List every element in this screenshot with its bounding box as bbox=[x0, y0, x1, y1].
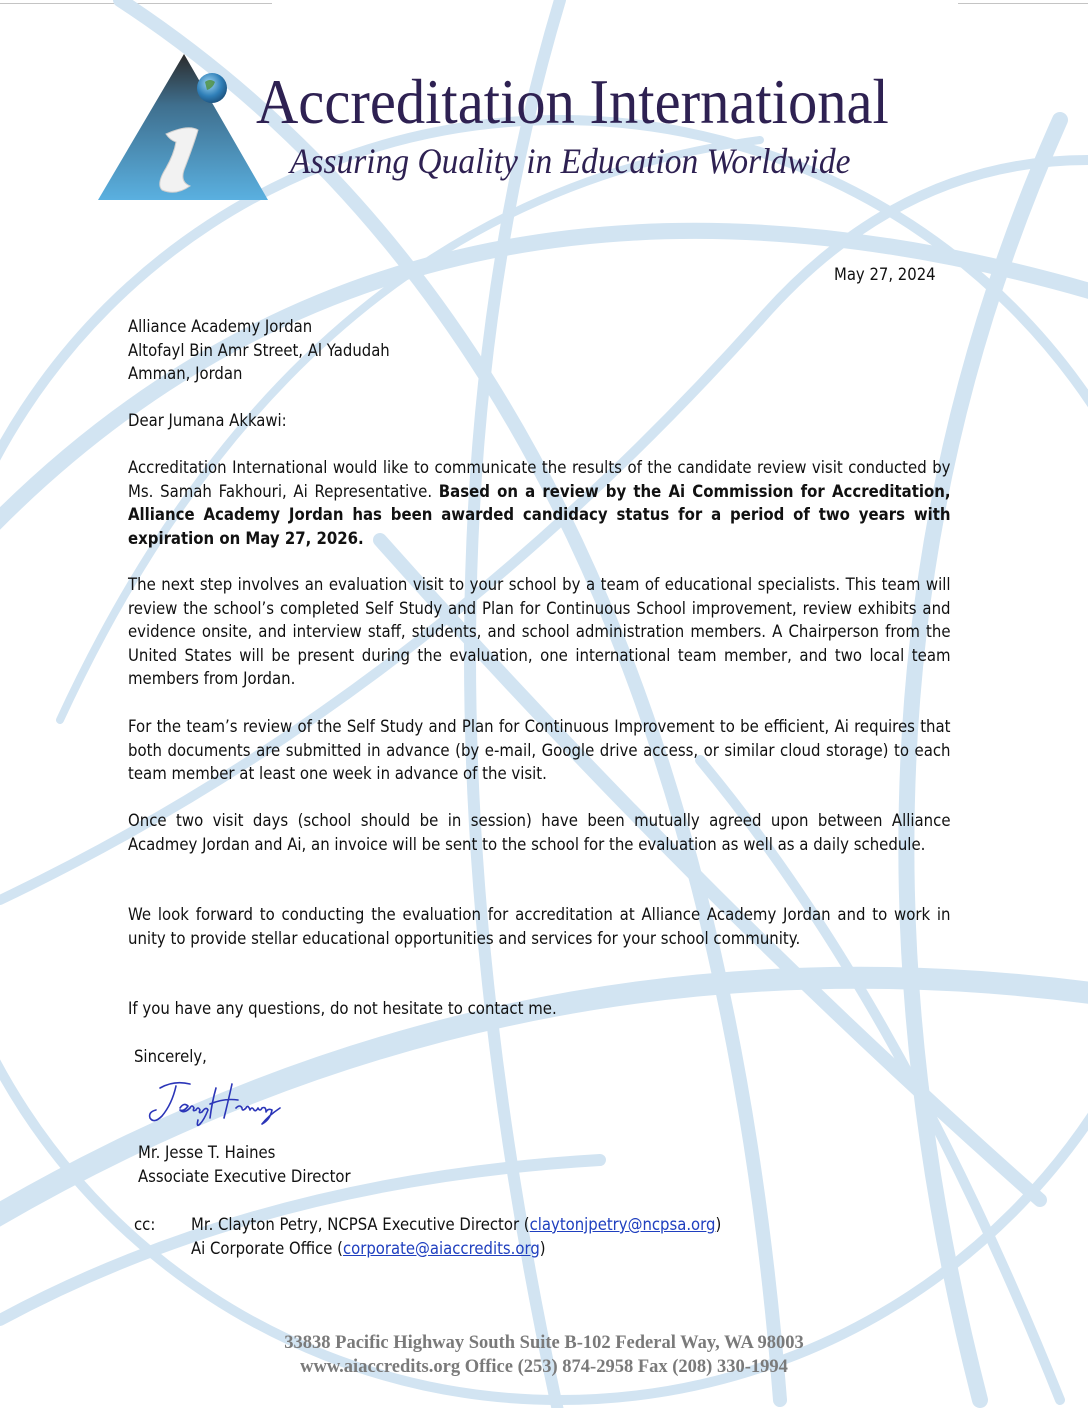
signer-title: Associate Executive Director bbox=[138, 1166, 351, 1187]
paragraph-look-forward: We look forward to conducting the evaluation for accreditation at Alliance Academy Jordan and to work in unity to provide stellar educational opportunities and services for your school community. bbox=[128, 905, 951, 949]
paragraph-visit-days: Once two visit days (school should be in session) have been mutually agreed upon between Alliance Acadmey Jordan and Ai, an invoice will be sent to the school for the evaluation as well as a daily schedule. bbox=[128, 811, 951, 855]
recipient-line-1: Alliance Academy Jordan bbox=[128, 317, 313, 337]
cc-line-1-close: ) bbox=[715, 1215, 722, 1235]
paragraph-next-step: The next step involves an evaluation visit to your school by a team of educational specialists. This team will review the school’s completed Self Study and Plan for Continuous School improvement, review exhibits and evidence onsite, and interview staff, students, and school administration members. A Chairperson from the United States will be present during the evaluation, one international team member, and two local team members from Jordan. bbox=[128, 575, 951, 690]
salutation: Dear Jumana Akkawi: bbox=[128, 411, 287, 431]
cc-line-2-text: Ai Corporate Office ( bbox=[191, 1238, 343, 1259]
cc-label: cc: bbox=[134, 1215, 156, 1235]
recipient-line-3: Amman, Jordan bbox=[128, 364, 243, 385]
recipient-line-2: Altofayl Bin Amr Street, Al Yadudah bbox=[128, 340, 390, 361]
cc-line-1-text: Mr. Clayton Petry, NCPSA Executive Director ( bbox=[191, 1215, 530, 1235]
cc-line-1 bbox=[191, 1214, 721, 1238]
candidacy-status-statement: Based on a review by the Ai Commission for Accreditation, Alliance Academy Jordan has been awarded candidacy status for a period of two years with expiration on May 27, 2026. bbox=[128, 481, 951, 549]
paragraph-questions: If you have any questions, do not hesitate to contact me. bbox=[128, 999, 557, 1019]
ncpsa-email-link[interactable]: claytonjpetry@ncpsa.org bbox=[529, 1215, 716, 1235]
organization-name: Accreditation International bbox=[256, 67, 889, 137]
cc-line-2-close: ) bbox=[539, 1238, 546, 1259]
letter-date bbox=[834, 264, 952, 288]
cc-recipients bbox=[191, 1214, 721, 1261]
signature-image bbox=[146, 1078, 296, 1132]
letter-date-text: May 27, 2024 bbox=[833, 265, 936, 285]
corporate-email-link[interactable]: corporate@aiaccredits.org bbox=[342, 1238, 540, 1259]
signer-block bbox=[138, 1142, 351, 1189]
cc-line-2 bbox=[191, 1238, 721, 1262]
footer-address: 33838 Pacific Highway South Suite B-102 Federal Way, WA 98003 bbox=[284, 1333, 804, 1353]
recipient-address bbox=[128, 316, 390, 387]
paragraph-results-text: Accreditation International would like to communicate the results of the candidate review visit conducted by Ms. Samah Fakhouri, Ai Representative. bbox=[128, 458, 951, 502]
paragraph-self-study: For the team’s review of the Self Study and Plan for Continuous Improvement to be efficient, Ai requires that both documents are submitted in advance (by e-mail, Google drive access, or similar cloud storage) to each team member at least one week in advance of the visit. bbox=[128, 717, 951, 785]
ai-logo-icon bbox=[96, 52, 271, 202]
signer-name: Mr. Jesse T. Haines bbox=[138, 1143, 276, 1163]
paragraph-results bbox=[128, 457, 951, 551]
organization-tagline: Assuring Quality in Education Worldwide bbox=[290, 141, 851, 181]
closing: Sincerely, bbox=[134, 1047, 207, 1067]
footer-contact: www.aiaccredits.org Office (253) 874-2958 Fax (208) 330-1994 bbox=[300, 1357, 788, 1377]
